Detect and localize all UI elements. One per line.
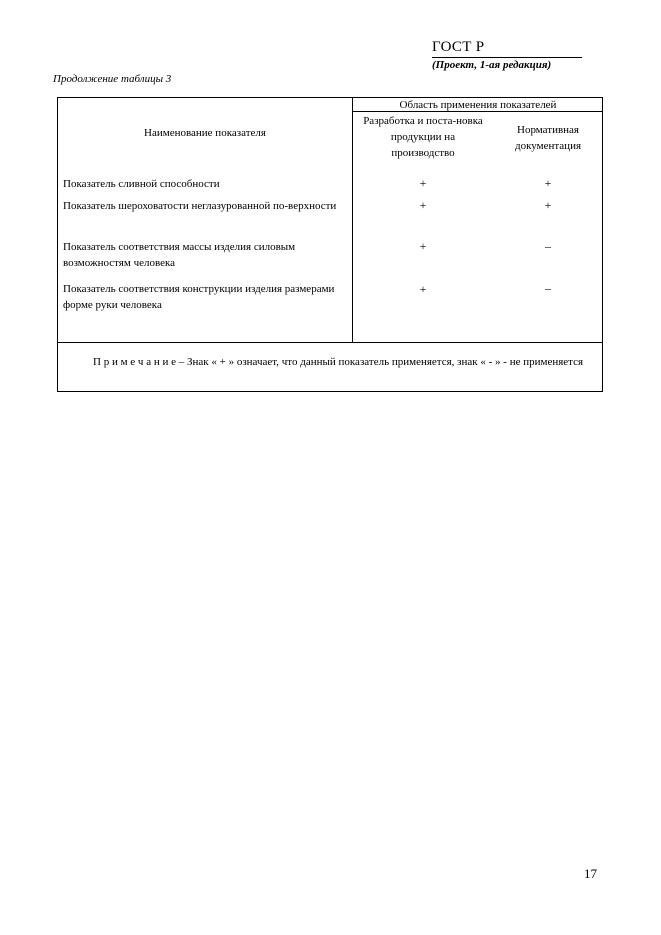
- table-continuation-label: Продолжение таблицы 3: [53, 73, 172, 85]
- row-name: Показатель соответствия массы изделия силовым возможностям человека: [63, 241, 296, 269]
- column-header-documentation: Нормативная документация: [514, 124, 582, 152]
- document-edition: (Проект, 1-ая редакция): [432, 59, 552, 71]
- row-doc-mark: –: [545, 281, 551, 295]
- row-dev-mark: +: [419, 176, 427, 190]
- table-note: П р и м е ч а н и е – Знак « + » означает, что данный показатель применяется, знак « - » - не применяется: [93, 356, 584, 368]
- row-name: Показатель соответствия конструкции изделия размерами форме руки человека: [63, 283, 335, 311]
- group-header: Область применения показателей: [399, 99, 557, 111]
- row-name: Показатель шероховатости неглазурованной по-верхности: [63, 200, 337, 212]
- row-doc-mark: –: [545, 239, 551, 253]
- row-name: Показатель сливной способности: [63, 178, 220, 190]
- row-doc-mark: +: [544, 176, 552, 190]
- column-divider: [352, 98, 353, 342]
- row-dev-mark: +: [419, 282, 427, 296]
- column-header-development: Разработка и поста-новка продукции на производство: [363, 115, 483, 159]
- page-number: 17: [584, 866, 597, 881]
- row-doc-mark: +: [544, 198, 552, 212]
- indicators-table: [57, 97, 603, 392]
- row-dev-mark: +: [419, 198, 427, 212]
- document-code: ГОСТ Р: [432, 39, 582, 58]
- note-divider: [58, 342, 603, 343]
- column-header-name: Наименование показателя: [144, 127, 266, 139]
- row-dev-mark: +: [419, 239, 427, 253]
